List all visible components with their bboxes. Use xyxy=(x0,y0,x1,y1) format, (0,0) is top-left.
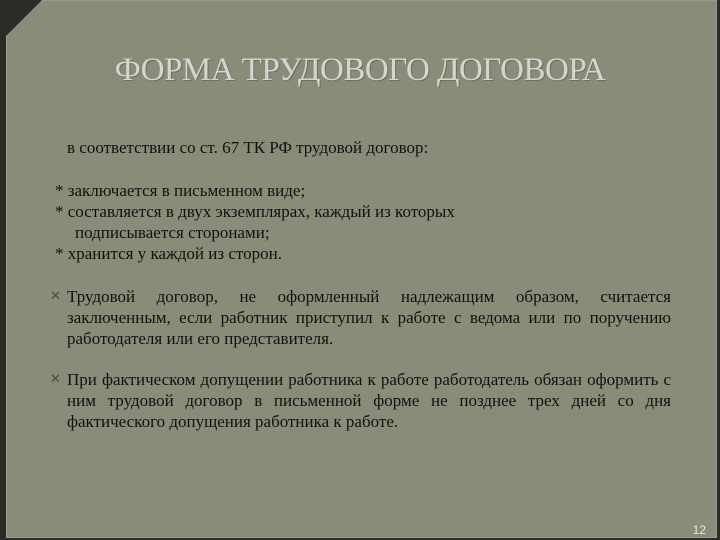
star-item: * заключается в письменном виде; xyxy=(55,181,306,200)
intro-text: в соответствии со ст. 67 ТК РФ трудовой договор: xyxy=(67,138,429,157)
check-mark-icon: ✕ xyxy=(50,372,61,387)
slide-title: ФОРМА ТРУДОВОГО ДОГОВОРА xyxy=(114,52,606,88)
page-number: 12 xyxy=(692,523,706,537)
check-mark-icon: ✕ xyxy=(50,289,61,304)
star-item-continuation: подписывается сторонами; xyxy=(75,223,270,242)
star-list xyxy=(55,180,675,264)
star-item: * хранится у каждой из сторон. xyxy=(55,244,282,263)
bullet-text: Трудовой договор, не оформленный надлежащим образом, считается заключенным, если работник приступил к работе с ведома или по поручению работодателя или его представителя. xyxy=(67,287,671,348)
star-item: * составляется в двух экземплярах, каждый из которых xyxy=(55,202,455,221)
bullet-text: При фактическом допущении работника к работе работодатель обязан оформить с ним трудовой договор в письменной форме не позднее трех дней со дня фактического допущения работника к работе. xyxy=(67,370,671,431)
bullet-item xyxy=(50,286,670,349)
bullet-item xyxy=(50,369,670,432)
